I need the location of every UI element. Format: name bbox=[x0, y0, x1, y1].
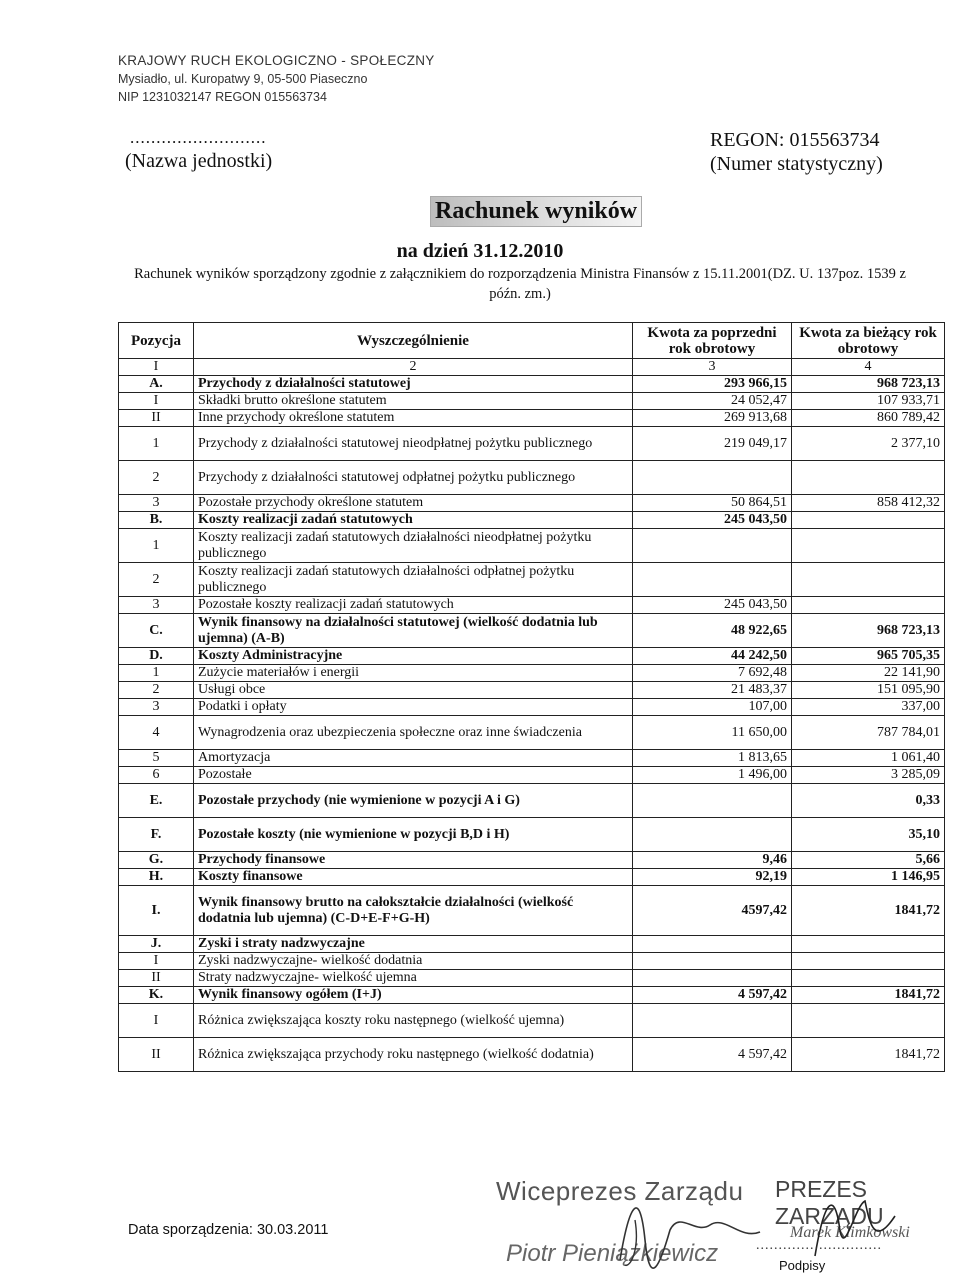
row-previous-amount bbox=[633, 818, 792, 852]
row-description: Wynik finansowy na działalności statutowej (wielkość dodatnia lub ujemna) (A-B) bbox=[194, 614, 633, 648]
header-position: Pozycja bbox=[119, 323, 194, 359]
row-current-amount: 1841,72 bbox=[792, 886, 945, 936]
row-description: Różnica zwiększająca przychody roku następnego (wielkość dodatnia) bbox=[194, 1038, 633, 1072]
vice-president-signature bbox=[600, 1180, 770, 1270]
document-title: Rachunek wyników bbox=[430, 196, 642, 227]
creation-date: Data sporządzenia: 30.03.2011 bbox=[128, 1222, 329, 1238]
row-current-amount: 22 141,90 bbox=[792, 665, 945, 682]
row-position: 2 bbox=[119, 563, 194, 597]
row-position: C. bbox=[119, 614, 194, 648]
row-current-amount bbox=[792, 953, 945, 970]
row-previous-amount: 4597,42 bbox=[633, 886, 792, 936]
table-row bbox=[119, 597, 945, 614]
row-position: 1 bbox=[119, 665, 194, 682]
row-description: Usługi obce bbox=[194, 682, 633, 699]
stamp-ids: NIP 1231032147 REGON 015563734 bbox=[118, 90, 327, 104]
row-position: 1 bbox=[119, 529, 194, 563]
row-previous-amount: 4 597,42 bbox=[633, 987, 792, 1004]
row-previous-amount bbox=[633, 784, 792, 818]
row-current-amount bbox=[792, 529, 945, 563]
col-number: 2 bbox=[194, 359, 633, 376]
unit-name-dots: .......................... bbox=[130, 128, 267, 147]
row-position: 3 bbox=[119, 597, 194, 614]
row-previous-amount: 44 242,50 bbox=[633, 648, 792, 665]
row-description: Koszty realizacji zadań statutowych bbox=[194, 512, 633, 529]
table-row bbox=[119, 427, 945, 461]
income-statement-table bbox=[118, 322, 945, 1072]
row-position: F. bbox=[119, 818, 194, 852]
president-name: Marek Klimkowski bbox=[790, 1224, 910, 1241]
row-current-amount bbox=[792, 461, 945, 495]
row-description: Koszty realizacji zadań statutowych działalności odpłatnej pożytku publicznego bbox=[194, 563, 633, 597]
row-description: Wynik finansowy ogółem (I+J) bbox=[194, 987, 633, 1004]
stat-number-label: (Numer statystyczny) bbox=[710, 153, 883, 175]
president-stamp: PREZES ZARZĄDU bbox=[775, 1176, 884, 1229]
row-position: II bbox=[119, 970, 194, 987]
row-description: Pozostałe bbox=[194, 767, 633, 784]
row-description: Składki brutto określone statutem bbox=[194, 393, 633, 410]
row-previous-amount: 245 043,50 bbox=[633, 597, 792, 614]
row-description: Podatki i opłaty bbox=[194, 699, 633, 716]
table-row bbox=[119, 376, 945, 393]
row-description: Inne przychody określone statutem bbox=[194, 410, 633, 427]
col-number: I bbox=[119, 359, 194, 376]
table-row bbox=[119, 970, 945, 987]
row-current-amount: 1 061,40 bbox=[792, 750, 945, 767]
row-description: Amortyzacja bbox=[194, 750, 633, 767]
col-number: 4 bbox=[792, 359, 945, 376]
row-position: K. bbox=[119, 987, 194, 1004]
row-description: Wynik finansowy brutto na całokształcie działalności (wielkość dodatnia lub ujemna) (C-D+E-F+G-H) bbox=[194, 886, 633, 936]
row-description: Koszty finansowe bbox=[194, 869, 633, 886]
row-position: II bbox=[119, 410, 194, 427]
table-row bbox=[119, 936, 945, 953]
table-row bbox=[119, 699, 945, 716]
header-previous-year: Kwota za poprzedni rok obrotowy bbox=[633, 323, 792, 359]
row-current-amount: 968 723,13 bbox=[792, 614, 945, 648]
table-row bbox=[119, 648, 945, 665]
row-current-amount: 1841,72 bbox=[792, 1038, 945, 1072]
regon-block bbox=[710, 128, 883, 176]
row-position: I bbox=[119, 393, 194, 410]
row-previous-amount bbox=[633, 1004, 792, 1038]
column-number-row bbox=[119, 359, 945, 376]
row-current-amount: 1 146,95 bbox=[792, 869, 945, 886]
row-position: 6 bbox=[119, 767, 194, 784]
table-header-row bbox=[119, 323, 945, 359]
table-row bbox=[119, 393, 945, 410]
row-position: 2 bbox=[119, 461, 194, 495]
row-current-amount: 151 095,90 bbox=[792, 682, 945, 699]
row-previous-amount: 7 692,48 bbox=[633, 665, 792, 682]
row-current-amount: 965 705,35 bbox=[792, 648, 945, 665]
row-position: D. bbox=[119, 648, 194, 665]
table-row bbox=[119, 750, 945, 767]
row-description: Różnica zwiększająca koszty roku następnego (wielkość ujemna) bbox=[194, 1004, 633, 1038]
legal-basis-note: Rachunek wyników sporządzony zgodnie z załącznikiem do rozporządzenia Ministra Finansów z 15.11.2001(DZ. U. 137poz. 1539 z późn. zm.) bbox=[134, 266, 906, 302]
table-row bbox=[119, 512, 945, 529]
row-previous-amount bbox=[633, 936, 792, 953]
row-description: Pozostałe przychody określone statutem bbox=[194, 495, 633, 512]
row-position: G. bbox=[119, 852, 194, 869]
row-description: Pozostałe koszty realizacji zadań statutowych bbox=[194, 597, 633, 614]
row-current-amount bbox=[792, 970, 945, 987]
stamp-address: Mysiadło, ul. Kuropatwy 9, 05-500 Piaseczno bbox=[118, 72, 368, 86]
row-current-amount: 2 377,10 bbox=[792, 427, 945, 461]
row-position: 3 bbox=[119, 495, 194, 512]
table-row bbox=[119, 682, 945, 699]
row-current-amount: 5,66 bbox=[792, 852, 945, 869]
row-current-amount: 1841,72 bbox=[792, 987, 945, 1004]
table-row bbox=[119, 1038, 945, 1072]
header-current-year: Kwota za bieżący rok obrotowy bbox=[792, 323, 945, 359]
row-position: A. bbox=[119, 376, 194, 393]
row-current-amount: 337,00 bbox=[792, 699, 945, 716]
row-position: I. bbox=[119, 886, 194, 936]
row-description: Zużycie materiałów i energii bbox=[194, 665, 633, 682]
signature-line: ............................ bbox=[756, 1238, 882, 1253]
table-row bbox=[119, 818, 945, 852]
row-position: H. bbox=[119, 869, 194, 886]
row-previous-amount: 219 049,17 bbox=[633, 427, 792, 461]
unit-name-label: (Nazwa jednostki) bbox=[125, 150, 273, 172]
row-previous-amount bbox=[633, 953, 792, 970]
row-description: Koszty Administracyjne bbox=[194, 648, 633, 665]
row-position: B. bbox=[119, 512, 194, 529]
row-description: Zyski i straty nadzwyczajne bbox=[194, 936, 633, 953]
row-description: Pozostałe koszty (nie wymienione w pozycji B,D i H) bbox=[194, 818, 633, 852]
row-previous-amount: 1 496,00 bbox=[633, 767, 792, 784]
row-previous-amount: 48 922,65 bbox=[633, 614, 792, 648]
row-current-amount bbox=[792, 936, 945, 953]
row-previous-amount bbox=[633, 970, 792, 987]
row-previous-amount: 4 597,42 bbox=[633, 1038, 792, 1072]
table-row bbox=[119, 987, 945, 1004]
row-position: I bbox=[119, 953, 194, 970]
regon-number: REGON: 015563734 bbox=[710, 129, 880, 151]
row-current-amount: 968 723,13 bbox=[792, 376, 945, 393]
row-previous-amount: 92,19 bbox=[633, 869, 792, 886]
table-row bbox=[119, 767, 945, 784]
row-current-amount: 35,10 bbox=[792, 818, 945, 852]
row-position: 5 bbox=[119, 750, 194, 767]
row-description: Przychody finansowe bbox=[194, 852, 633, 869]
president-signature bbox=[810, 1186, 900, 1266]
row-description: Koszty realizacji zadań statutowych działalności nieodpłatnej pożytku publicznego bbox=[194, 529, 633, 563]
table-row bbox=[119, 529, 945, 563]
row-current-amount: 787 784,01 bbox=[792, 716, 945, 750]
row-current-amount: 858 412,32 bbox=[792, 495, 945, 512]
report-date: na dzień 31.12.2010 bbox=[396, 240, 564, 262]
row-previous-amount: 245 043,50 bbox=[633, 512, 792, 529]
row-previous-amount: 50 864,51 bbox=[633, 495, 792, 512]
table-row bbox=[119, 495, 945, 512]
row-description: Przychody z działalności statutowej nieodpłatnej pożytku publicznego bbox=[194, 427, 633, 461]
row-current-amount bbox=[792, 563, 945, 597]
row-previous-amount bbox=[633, 563, 792, 597]
table-row bbox=[119, 869, 945, 886]
row-current-amount bbox=[792, 512, 945, 529]
row-previous-amount bbox=[633, 461, 792, 495]
table-row bbox=[119, 665, 945, 682]
table-row bbox=[119, 1004, 945, 1038]
row-previous-amount: 24 052,47 bbox=[633, 393, 792, 410]
row-position: J. bbox=[119, 936, 194, 953]
table-row bbox=[119, 461, 945, 495]
row-current-amount: 107 933,71 bbox=[792, 393, 945, 410]
row-previous-amount: 107,00 bbox=[633, 699, 792, 716]
row-current-amount bbox=[792, 597, 945, 614]
row-previous-amount: 293 966,15 bbox=[633, 376, 792, 393]
vice-president-name: Piotr Pieniążkiewicz bbox=[506, 1240, 719, 1267]
table-row bbox=[119, 614, 945, 648]
table-row bbox=[119, 886, 945, 936]
row-description: Przychody z działalności statutowej odpłatnej pożytku publicznego bbox=[194, 461, 633, 495]
row-previous-amount bbox=[633, 529, 792, 563]
header-description: Wyszczególnienie bbox=[194, 323, 633, 359]
row-description: Zyski nadzwyczajne- wielkość dodatnia bbox=[194, 953, 633, 970]
row-previous-amount: 9,46 bbox=[633, 852, 792, 869]
organization-stamp bbox=[118, 52, 435, 106]
row-previous-amount: 11 650,00 bbox=[633, 716, 792, 750]
table-row bbox=[119, 716, 945, 750]
vice-president-stamp: Wiceprezes Zarządu bbox=[496, 1176, 744, 1206]
table-row bbox=[119, 852, 945, 869]
col-number: 3 bbox=[633, 359, 792, 376]
row-position: 1 bbox=[119, 427, 194, 461]
row-previous-amount: 21 483,37 bbox=[633, 682, 792, 699]
row-current-amount: 3 285,09 bbox=[792, 767, 945, 784]
table-row bbox=[119, 410, 945, 427]
row-position: II bbox=[119, 1038, 194, 1072]
row-position: 2 bbox=[119, 682, 194, 699]
table-row bbox=[119, 563, 945, 597]
row-position: I bbox=[119, 1004, 194, 1038]
row-previous-amount: 1 813,65 bbox=[633, 750, 792, 767]
row-current-amount: 0,33 bbox=[792, 784, 945, 818]
row-description: Przychody z działalności statutowej bbox=[194, 376, 633, 393]
row-description: Pozostałe przychody (nie wymienione w pozycji A i G) bbox=[194, 784, 633, 818]
row-position: 4 bbox=[119, 716, 194, 750]
row-position: E. bbox=[119, 784, 194, 818]
row-previous-amount: 269 913,68 bbox=[633, 410, 792, 427]
table-row bbox=[119, 784, 945, 818]
row-current-amount bbox=[792, 1004, 945, 1038]
table-row bbox=[119, 953, 945, 970]
signatures-label: Podpisy bbox=[779, 1258, 826, 1273]
stamp-org-name: KRAJOWY RUCH EKOLOGICZNO - SPOŁECZNY bbox=[118, 53, 435, 68]
row-description: Wynagrodzenia oraz ubezpieczenia społeczne oraz inne świadczenia bbox=[194, 716, 633, 750]
row-description: Straty nadzwyczajne- wielkość ujemna bbox=[194, 970, 633, 987]
row-current-amount: 860 789,42 bbox=[792, 410, 945, 427]
row-position: 3 bbox=[119, 699, 194, 716]
